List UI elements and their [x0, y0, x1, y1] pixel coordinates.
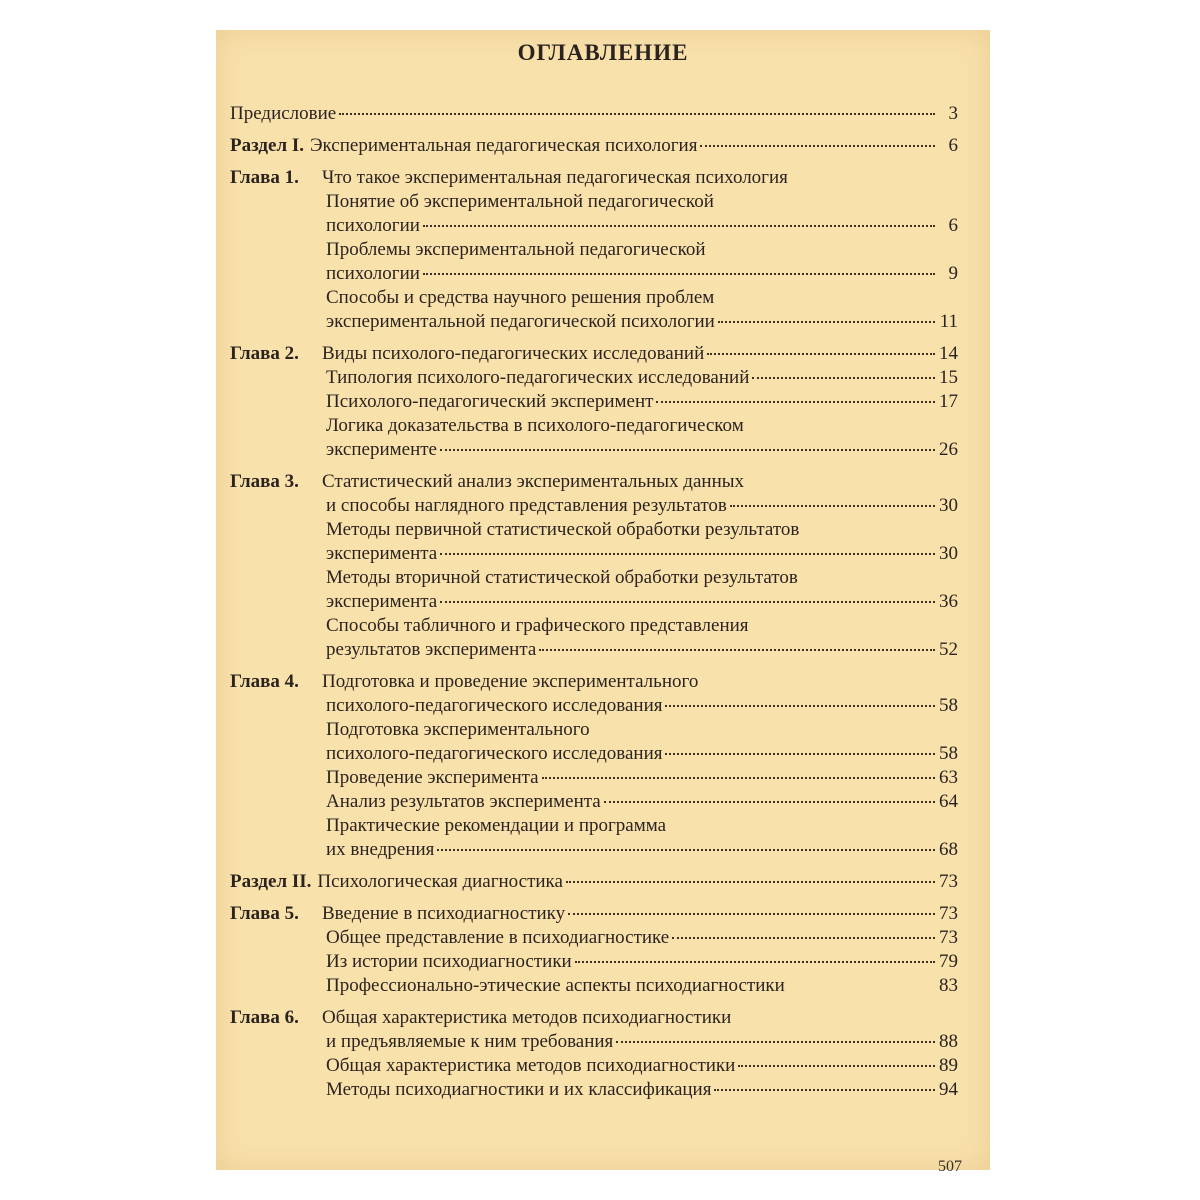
chapter-title: Что такое экспериментальная педагогическая психология [322, 167, 788, 188]
subsection-title: Логика доказательства в психолого-педагогическом [326, 415, 744, 436]
dot-leader [707, 352, 935, 355]
page-number: 68 [939, 839, 958, 860]
subsection-title: Общее представление в психодиагностике [326, 927, 670, 948]
dot-leader [542, 776, 935, 779]
subsection-title: Методы первичной статистической обработки результатов [326, 519, 800, 540]
page-folio-number: 507 [938, 1158, 962, 1175]
subsection-title-cont: результатов эксперимента [326, 639, 537, 660]
dot-leader [423, 272, 935, 275]
dot-leader [672, 936, 935, 939]
chapter-label: Глава 4. [230, 671, 299, 692]
chapter-title: Виды психолого-педагогических исследований [322, 343, 705, 364]
page-number: 17 [939, 391, 958, 412]
subsection-title: Методы психодиагностики и их классификация [326, 1079, 712, 1100]
page-number: 30 [939, 543, 958, 564]
subsection-title-cont: экспериментальной педагогической психологии [326, 311, 715, 332]
page-number: 11 [939, 311, 958, 332]
chapter-label: Глава 2. [230, 343, 299, 364]
dot-leader [730, 504, 935, 507]
subsection-title: Психолого-педагогический эксперимент [326, 391, 654, 412]
dot-leader [714, 1088, 935, 1091]
dot-leader [440, 448, 935, 451]
subsection-title: Общая характеристика методов психодиагностики [326, 1055, 736, 1076]
chapter-label: Глава 5. [230, 903, 299, 924]
toc-chapter-4 [230, 670, 958, 862]
page-number: 73 [939, 927, 958, 948]
subsection-title: Типология психолого-педагогических исследований [326, 367, 750, 388]
subsection-title: Понятие об экспериментальной педагогической [326, 191, 714, 212]
dot-leader [665, 752, 935, 755]
dot-leader [339, 112, 935, 115]
page-number: 88 [939, 1031, 958, 1052]
subsection-title: Анализ результатов эксперимента [326, 791, 601, 812]
page-number: 6 [948, 215, 958, 236]
page-number: 30 [939, 495, 958, 516]
subsection-title: Способы табличного и графического представления [326, 615, 749, 636]
toc-entry-preface [230, 102, 958, 126]
toc-chapter-3 [230, 470, 958, 662]
dot-leader [568, 912, 935, 915]
dot-leader [656, 400, 935, 403]
dot-leader [616, 1040, 935, 1043]
page-number: 83 [939, 975, 958, 996]
subsection-title: Методы вторичной статистической обработки результатов [326, 567, 798, 588]
table-of-contents [230, 102, 958, 1110]
subsection-title: Профессионально-этические аспекты психодиагностики [326, 975, 785, 996]
page-number: 9 [948, 263, 958, 284]
chapter-title: Общая характеристика методов психодиагностики [322, 1007, 732, 1028]
subsection-title: Подготовка экспериментального [326, 719, 590, 740]
dot-leader [539, 648, 935, 651]
toc-entry-section-2 [230, 870, 958, 894]
dot-leader [604, 800, 935, 803]
dot-leader [738, 1064, 935, 1067]
book-page [216, 30, 990, 1175]
toc-entry-section-1 [230, 134, 958, 158]
subsection-title-cont: их внедрения [326, 839, 435, 860]
page-number: 63 [939, 767, 958, 788]
toc-chapter-6 [230, 1006, 958, 1102]
subsection-title-cont: психолого-педагогического исследования [326, 743, 663, 764]
subsection-title: Способы и средства научного решения проблем [326, 287, 715, 308]
page-number: 79 [939, 951, 958, 972]
subsection-title: Проблемы экспериментальной педагогической [326, 239, 706, 260]
page-number: 15 [939, 367, 958, 388]
page-number: 89 [939, 1055, 958, 1076]
chapter-label: Глава 3. [230, 471, 299, 492]
subsection-title: Из истории психодиагностики [326, 951, 572, 972]
subsection-title-cont: эксперимента [326, 591, 438, 612]
chapter-title-cont: психолого-педагогического исследования [326, 695, 663, 716]
page-number: 52 [939, 639, 958, 660]
entry-text: Предисловие [230, 103, 337, 124]
dot-leader [700, 144, 935, 147]
page-number: 6 [948, 135, 958, 156]
section-title: Психологическая диагностика [317, 871, 563, 892]
chapter-title: Статистический анализ экспериментальных данных [322, 471, 744, 492]
subsection-title-cont: эксперимента [326, 543, 438, 564]
chapter-title: Подготовка и проведение экспериментального [322, 671, 699, 692]
page-number: 36 [939, 591, 958, 612]
toc-chapter-2 [230, 342, 958, 462]
dot-leader [665, 704, 935, 707]
dot-leader [440, 600, 935, 603]
dot-leader [437, 848, 935, 851]
chapter-label: Глава 6. [230, 1007, 299, 1028]
chapter-label: Глава 1. [230, 167, 299, 188]
dot-leader [575, 960, 935, 963]
page-number: 58 [939, 743, 958, 764]
page-number: 3 [948, 103, 958, 124]
toc-chapter-5 [230, 902, 958, 998]
page-title: ОГЛАВЛЕНИЕ [517, 40, 689, 65]
dot-leader [718, 320, 935, 323]
page-number: 58 [939, 695, 958, 716]
chapter-title-cont: и предъявляемые к ним требования [326, 1031, 614, 1052]
subsection-title: Практические рекомендации и программа [326, 815, 667, 836]
page-number: 26 [939, 439, 958, 460]
chapter-title: Введение в психодиагностику [322, 903, 566, 924]
subsection-title-cont: психологии [326, 263, 420, 284]
page-number: 14 [939, 343, 958, 364]
subsection-title: Проведение эксперимента [326, 767, 539, 788]
dot-leader [752, 376, 935, 379]
page-number: 64 [939, 791, 958, 812]
section-label: Раздел I. [230, 135, 304, 156]
section-title: Экспериментальная педагогическая психология [310, 135, 698, 156]
dot-leader [788, 984, 935, 987]
page-number: 73 [939, 903, 958, 924]
dot-leader [423, 224, 935, 227]
page-number: 73 [939, 871, 958, 892]
chapter-title-cont: и способы наглядного представления результатов [326, 495, 727, 516]
dot-leader [566, 880, 935, 883]
toc-chapter-1 [230, 166, 958, 334]
page-number: 94 [939, 1079, 958, 1100]
section-label: Раздел II. [230, 871, 312, 892]
subsection-title-cont: эксперименте [326, 439, 437, 460]
dot-leader [440, 552, 935, 555]
subsection-title-cont: психологии [326, 215, 420, 236]
